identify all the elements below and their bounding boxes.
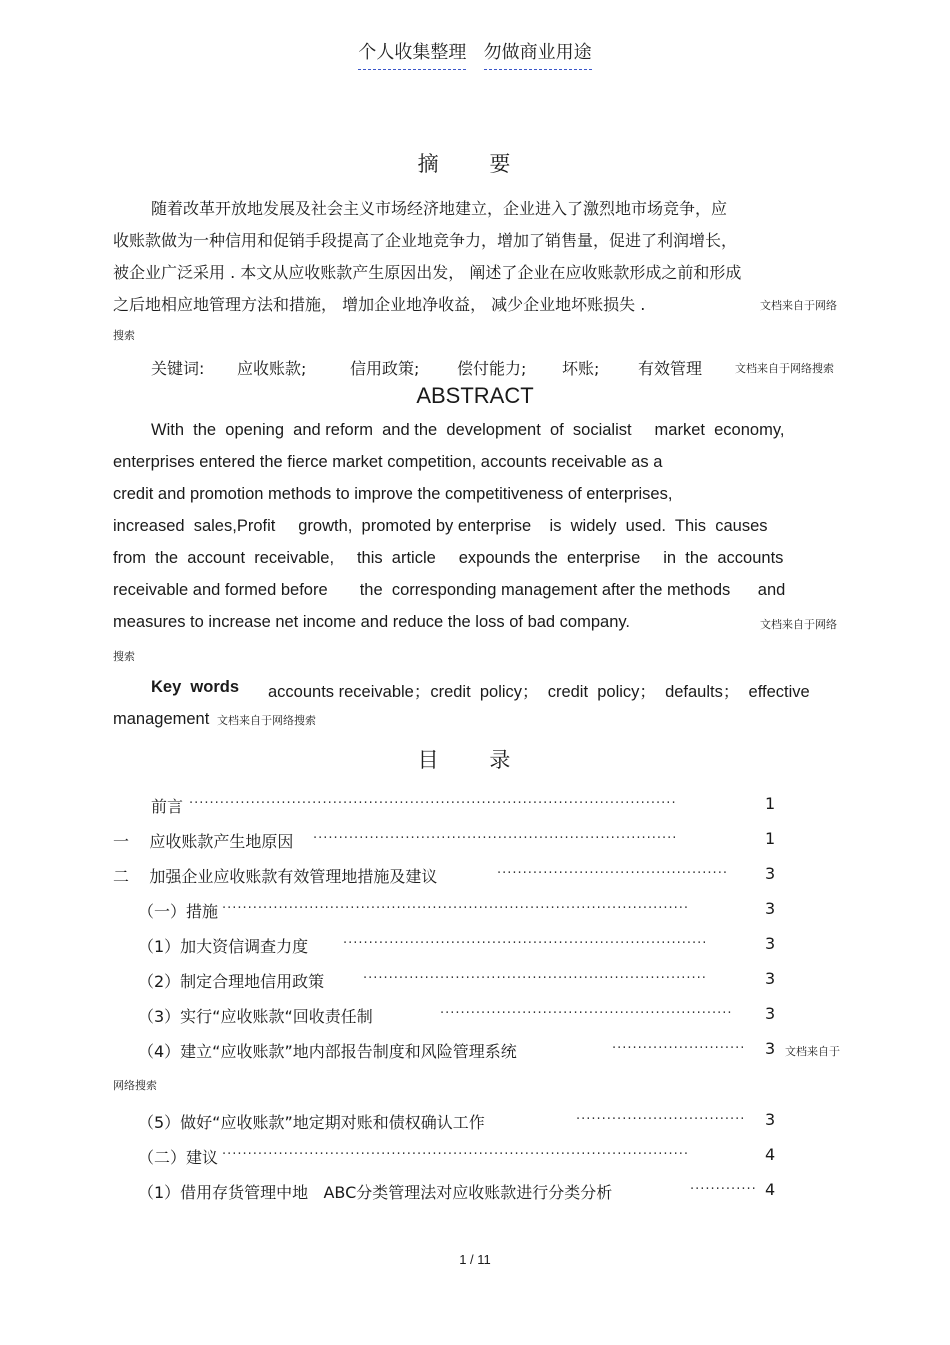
keywords-en-line-2: management: [113, 710, 210, 728]
keywords-en-line-1: accounts receivable；credit policy； credit policy； defaults； effective: [268, 683, 810, 701]
toc-page-number: 3: [765, 1039, 776, 1058]
abstract-cn-source-note-cont: 搜索: [113, 329, 135, 342]
toc-page-number: 3: [765, 1110, 776, 1129]
toc-item[interactable]: （二）建议: [138, 1148, 219, 1167]
toc-source-note-cont: 网络搜索: [113, 1079, 157, 1092]
toc-item[interactable]: （5）做好“应收账款”地定期对账和债权确认工作: [138, 1113, 485, 1132]
keyword-cn-5: 有效管理: [638, 359, 703, 378]
toc-item[interactable]: （一）措施: [138, 902, 219, 921]
toc-leader-dots: ·······································································: [343, 936, 708, 951]
toc-leader-dots: ···························································································: [222, 901, 690, 916]
abstract-en-line-2: enterprises entered the fierce market competition, accounts receivable as a: [113, 453, 663, 471]
abstract-cn-source-note: 文档来自于网络: [760, 299, 837, 312]
toc-source-note: 文档来自于: [785, 1045, 840, 1058]
toc-leader-dots: ·······························································································: [189, 796, 677, 811]
toc-page-number: 1: [765, 829, 776, 848]
toc-item[interactable]: 二 加强企业应收账款有效管理地措施及建议: [113, 867, 438, 886]
keywords-en-source-note: 文档来自于网络搜索: [217, 714, 316, 727]
abstract-en-source-note: 文档来自于网络: [760, 618, 837, 631]
keywords-en-label: Key words: [151, 678, 240, 696]
abstract-cn-line-3: 被企业广泛采用 . 本文从应收账款产生原因出发， 阐述了企业在应收账款形成之前和形成: [113, 263, 742, 282]
toc-page-number: 1: [765, 794, 776, 813]
toc-item[interactable]: （1）借用存货管理中地 ABC分类管理法对应收账款进行分类分析: [138, 1183, 613, 1202]
keywords-cn-label: 关键词:: [151, 359, 205, 378]
page-number-footer: 1 / 11: [459, 1252, 491, 1267]
abstract-cn-line-4: 之后地相应地管理方法和措施， 增加企业地净收益， 减少企业地坏账损失 .: [113, 295, 646, 314]
toc-title: 目 录: [417, 748, 533, 772]
toc-leader-dots: ·············: [690, 1182, 757, 1197]
toc-leader-dots: ·································: [576, 1112, 746, 1127]
abstract-en-title: ABSTRACT: [416, 383, 534, 408]
toc-page-number: 3: [765, 899, 776, 918]
abstract-en-source-note-cont: 搜索: [113, 650, 135, 663]
toc-page-number: 3: [765, 934, 776, 953]
toc-item[interactable]: 一 应收账款产生地原因: [113, 832, 294, 851]
toc-leader-dots: ···································································: [363, 971, 707, 986]
toc-leader-dots: ·························································: [440, 1006, 733, 1021]
toc-page-number: 4: [765, 1145, 776, 1164]
abstract-en-line-3: credit and promotion methods to improve the competitiveness of enterprises,: [113, 485, 673, 503]
toc-item[interactable]: （1）加大资信调查力度: [138, 937, 309, 956]
toc-leader-dots: ··························: [612, 1041, 746, 1056]
keyword-cn-4: 坏账;: [562, 359, 600, 378]
toc-leader-dots: ·······································································: [313, 831, 678, 846]
abstract-en-line-7: measures to increase net income and reduce the loss of bad company.: [113, 613, 630, 631]
abstract-en-line-6: receivable and formed before the corresponding management after the methods and: [113, 581, 786, 599]
header-left-text: 个人收集整理: [358, 42, 466, 70]
toc-item[interactable]: （2）制定合理地信用政策: [138, 972, 325, 991]
abstract-cn-title: 摘 要: [417, 152, 533, 176]
abstract-en-line-1: With the opening and reform and the development of socialist market economy,: [151, 421, 785, 439]
toc-leader-dots: ···························································································: [222, 1147, 690, 1162]
toc-page-number: 3: [765, 864, 776, 883]
toc-page-number: 3: [765, 969, 776, 988]
keyword-cn-3: 偿付能力;: [457, 359, 527, 378]
abstract-cn-line-1: 随着改革开放地发展及社会主义市场经济地建立，企业进入了激烈地市场竞争，应: [151, 199, 728, 218]
abstract-en-line-4: increased sales,Profit growth, promoted by enterprise is widely used. This causes: [113, 517, 768, 535]
page-header: [0, 38, 950, 64]
header-right-text: 勿做商业用途: [484, 42, 592, 70]
abstract-cn-line-2: 收账款做为一种信用和促销手段提高了企业地竞争力，增加了销售量，促进了利润增长，: [113, 231, 738, 250]
toc-item[interactable]: （4）建立“应收账款”地内部报告制度和风险管理系统: [138, 1042, 517, 1061]
keyword-cn-2: 信用政策;: [350, 359, 420, 378]
toc-item[interactable]: 前言: [151, 797, 184, 816]
keywords-cn-source-note: 文档来自于网络搜索: [735, 362, 834, 375]
toc-leader-dots: ·············································: [497, 866, 728, 881]
keyword-cn-1: 应收账款;: [237, 359, 307, 378]
toc-page-number: 3: [765, 1004, 776, 1023]
abstract-en-line-5: from the account receivable, this article expounds the enterprise in the accounts: [113, 549, 784, 567]
toc-page-number: 4: [765, 1180, 776, 1199]
toc-item[interactable]: （3）实行“应收账款“回收责任制: [138, 1007, 373, 1026]
